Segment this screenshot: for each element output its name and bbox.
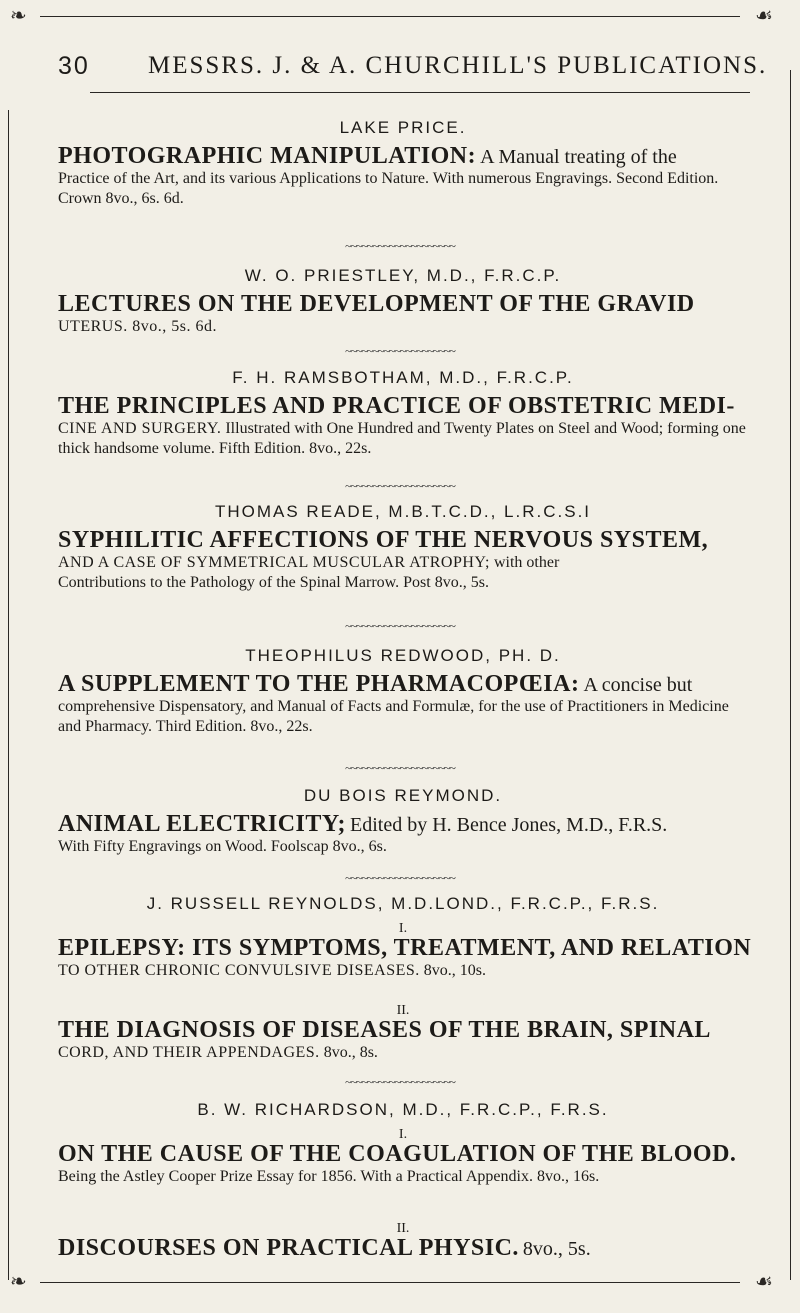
bottom-left-ornament: ❧ (10, 1271, 27, 1293)
book-title: A SUPPLEMENT TO THE PHARMACOPŒIA: (58, 671, 580, 697)
bottom-right-ornament: ☙ (755, 1271, 773, 1293)
author-name: B. W. RICHARDSON, M.D., F.R.C.P., F.R.S. (197, 1100, 609, 1119)
author-name: F. H. RAMSBOTHAM, M.D., F.R.C.P. (232, 368, 574, 387)
book-title: THE PRINCIPLES AND PRACTICE OF OBSTETRIC MEDI- (58, 393, 735, 419)
title-continuation: 8vo., 5s. (522, 1238, 591, 1260)
divider: ~~~~~~~~~~~~~~~~~~~~ (345, 761, 455, 775)
left-border (8, 110, 9, 1280)
divider: ~~~~~~~~~~~~~~~~~~~~ (345, 239, 455, 253)
divider: ~~~~~~~~~~~~~~~~~~~~ (345, 1075, 455, 1089)
book-description: Illustrated with One Hundred and Twenty Plates on Steel and Wood; forming one thick handsome volume. Fifth Edition. 8vo., 22s. (58, 420, 746, 458)
book-title: DISCOURSES ON PRACTICAL PHYSIC. (58, 1235, 519, 1261)
book-title: THE DIAGNOSIS OF DISEASES OF THE BRAIN, SPINAL (58, 1017, 711, 1043)
title-continuation: CINE AND SURGERY. (58, 420, 222, 438)
subtitle: CORD, AND THEIR APPENDAGES. (58, 1044, 320, 1062)
right-border (790, 70, 791, 1280)
entry-priestley (58, 266, 748, 336)
entry-reynolds-1 (58, 894, 752, 981)
author-name: J. RUSSELL REYNOLDS, M.D.LOND., F.R.C.P., F.R.S. (146, 894, 660, 913)
header-rule (90, 92, 750, 93)
subtitle: TO OTHER CHRONIC CONVULSIVE DISEASES. (58, 962, 420, 980)
entry-lake-price (58, 118, 748, 209)
divider: ~~~~~~~~~~~~~~~~~~~~ (345, 871, 455, 885)
author-name: W. O. PRIESTLEY, M.D., F.R.C.P. (244, 266, 562, 285)
book-description: comprehensive Dispensatory, and Manual of Facts and Formulæ, for the use of Practitioners in Medicine and Pharmacy. Third Edition. 8vo., 22s. (58, 698, 729, 736)
book-description: Contributions to the Pathology of the Spinal Marrow. Post 8vo., 5s. (58, 574, 489, 592)
book-description: Practice of the Art, and its various Applications to Nature. With numerous Engravings. Second Edition. Crown 8vo., 6s. 6d. (58, 170, 719, 208)
book-description: UTERUS. 8vo., 5s. 6d. (58, 318, 217, 336)
book-title: SYPHILITIC AFFECTIONS OF THE NERVOUS SYSTEM, (58, 527, 709, 553)
volume-numeral: I. (398, 1127, 408, 1142)
book-title: ON THE CAUSE OF THE COAGULATION OF THE BLOOD. (58, 1141, 737, 1167)
subtitle-continuation: 8vo., 8s. (323, 1044, 378, 1062)
volume-numeral: I. (398, 921, 408, 936)
entry-redwood (58, 646, 748, 737)
book-title: ANIMAL ELECTRICITY; (58, 811, 347, 837)
book-description: Being the Astley Cooper Prize Essay for 1856. With a Practical Appendix. 8vo., 16s. (58, 1168, 600, 1186)
author-name: LAKE PRICE. (339, 118, 467, 137)
book-description: With Fifty Engravings on Wood. Foolscap 8vo., 6s. (58, 838, 387, 856)
top-left-ornament: ❧ (10, 5, 27, 27)
publisher-heading: MESSRS. J. & A. CHURCHILL'S PUBLICATIONS. (148, 52, 768, 79)
divider: ~~~~~~~~~~~~~~~~~~~~ (345, 479, 455, 493)
author-name: THEOPHILUS REDWOOD, PH. D. (245, 646, 561, 665)
title-continuation: Edited by H. Bence Jones, M.D., F.R.S. (350, 814, 668, 836)
top-rule (40, 16, 740, 17)
author-name: THOMAS READE, M.B.T.C.D., L.R.C.S.I (214, 502, 592, 521)
entry-reynolds-2 (58, 1004, 748, 1063)
subtitle-continuation: with other (493, 554, 560, 572)
bottom-rule (40, 1282, 740, 1283)
entry-reade (58, 502, 748, 593)
entry-richardson-1 (58, 1100, 748, 1187)
book-title: LECTURES ON THE DEVELOPMENT OF THE GRAVID (58, 291, 695, 317)
subtitle-continuation: 8vo., 10s. (423, 962, 487, 980)
author-name: DU BOIS REYMOND. (303, 786, 503, 805)
top-right-ornament: ☙ (755, 5, 773, 27)
divider: ~~~~~~~~~~~~~~~~~~~~ (345, 619, 455, 633)
volume-numeral: II. (396, 1221, 410, 1236)
book-title: EPILEPSY: ITS SYMPTOMS, TREATMENT, AND RELATION (58, 935, 752, 961)
divider: ~~~~~~~~~~~~~~~~~~~~ (345, 344, 455, 358)
entry-du-bois-reymond (58, 786, 748, 857)
title-continuation: A concise but (583, 674, 693, 696)
entry-richardson-2 (58, 1222, 748, 1261)
entry-ramsbotham (58, 368, 748, 459)
book-title: PHOTOGRAPHIC MANIPULATION: (58, 143, 477, 169)
page-number: 30 (58, 52, 90, 80)
title-continuation: A Manual treating of the (480, 146, 677, 168)
volume-numeral: II. (396, 1003, 410, 1018)
subtitle: AND A CASE OF SYMMETRICAL MUSCULAR ATROPHY; (58, 554, 490, 572)
